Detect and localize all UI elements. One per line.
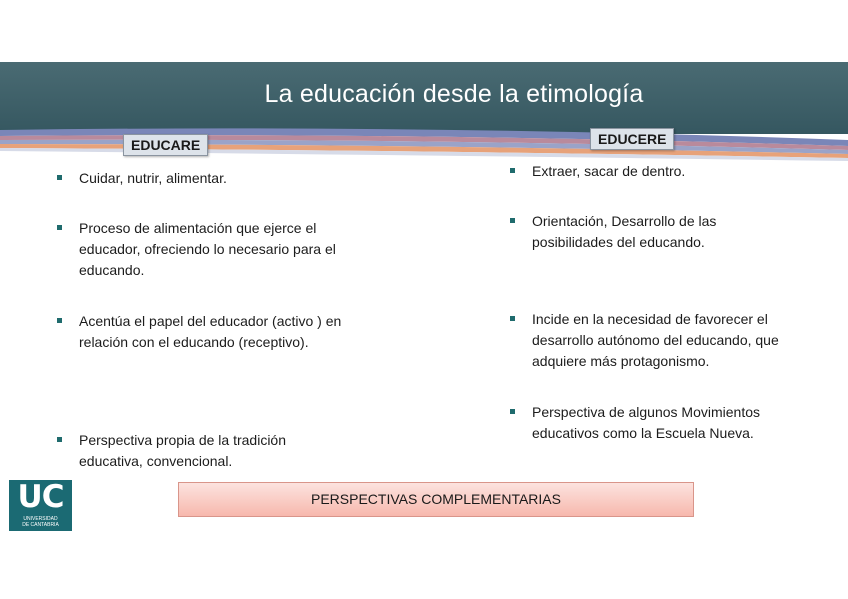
logo-subtitle: [11, 516, 70, 528]
square-bullet-icon: [57, 318, 62, 323]
list-item: [79, 430, 334, 472]
list-item-text: Perspectiva propia de la tradición educativa, convencional.: [79, 432, 287, 469]
list-item: [79, 168, 369, 189]
list-item: [532, 211, 762, 253]
educare-label: EDUCARE: [123, 134, 208, 156]
square-bullet-icon: [510, 168, 515, 173]
list-item: [532, 402, 807, 444]
university-logo: [9, 480, 72, 531]
complementary-perspectives-box: PERSPECTIVAS COMPLEMENTARIAS: [178, 482, 694, 517]
square-bullet-icon: [57, 175, 62, 180]
list-item: [532, 161, 822, 182]
square-bullet-icon: [57, 225, 62, 230]
logo-line-1: UNIVERSIDAD: [23, 516, 58, 522]
logo-line-2: DE CANTABRIA: [22, 522, 59, 528]
list-item-text: Extraer, sacar de dentro.: [532, 163, 686, 179]
list-item-text: Acentúa el papel del educador (activo ) en relación con el educando (receptivo).: [79, 313, 342, 350]
list-item: [79, 218, 344, 281]
educere-label: EDUCERE: [590, 128, 674, 150]
square-bullet-icon: [510, 316, 515, 321]
square-bullet-icon: [57, 437, 62, 442]
list-item-text: Proceso de alimentación que ejerce el educador, ofreciendo lo necesario para el educando.: [79, 220, 336, 278]
list-item: [532, 309, 822, 372]
logo-letters: UC: [17, 479, 64, 515]
slide-title: La educación desde la etimología: [264, 80, 644, 108]
list-item: [79, 311, 344, 353]
list-item-text: Perspectiva de algunos Movimientos educativos como la Escuela Nueva.: [532, 404, 761, 441]
list-item-text: Orientación, Desarrollo de las posibilidades del educando.: [532, 213, 717, 250]
list-item-text: Incide en la necesidad de favorecer el desarrollo autónomo del educando, que adquiere más protagonismo.: [532, 311, 779, 369]
square-bullet-icon: [510, 409, 515, 414]
list-item-text: Cuidar, nutrir, alimentar.: [79, 170, 227, 186]
square-bullet-icon: [510, 218, 515, 223]
